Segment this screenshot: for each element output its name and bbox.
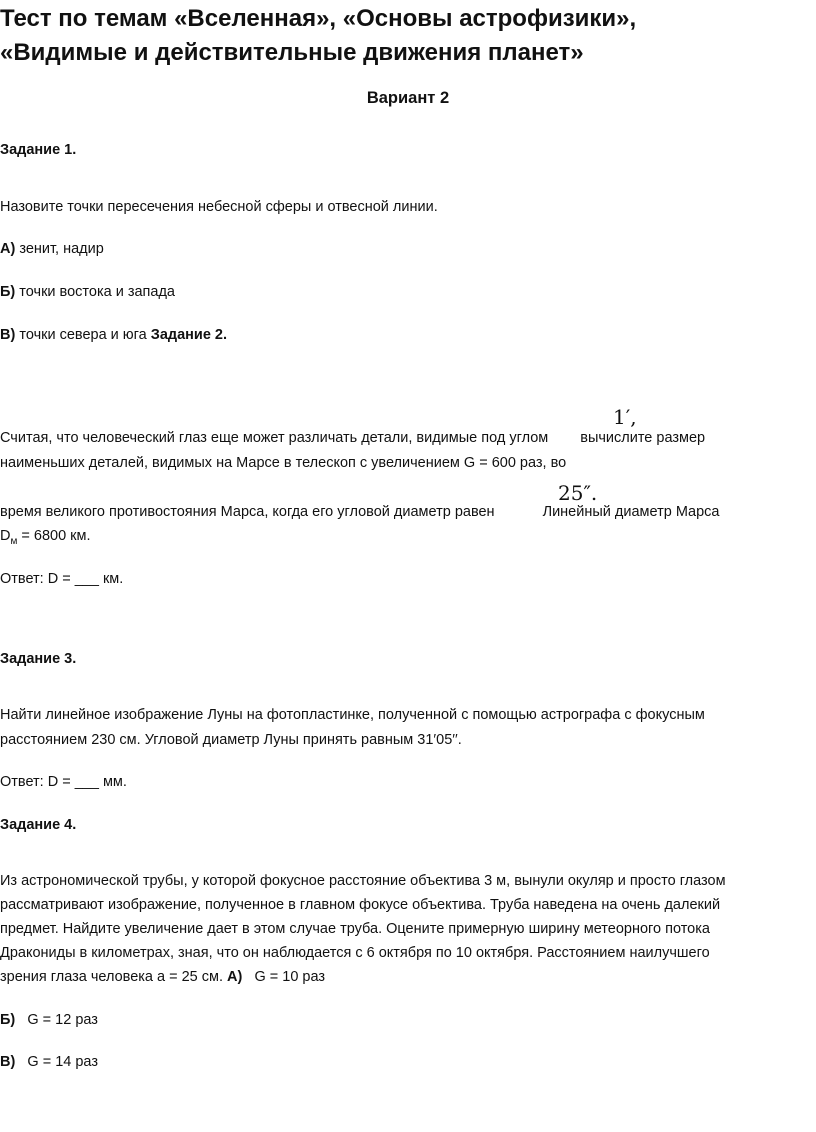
task-4-line-4: Дракониды в километрах, зная, что он наблюдается с 6 октября по 10 октября. Расстоянием наилучшего [0,945,710,961]
option-letter: В) [0,1054,16,1070]
option-text: точки востока и запада [19,284,175,300]
task-4-line-1: Из астрономической трубы, у которой фокусное расстояние объектива 3 м, вынули окуляр и просто глазом [0,873,726,889]
task-2-line-4 [0,524,91,554]
task-4-line-5-text: зрения глаза человека a = 25 см. [0,969,228,985]
option-letter: Б) [0,1012,16,1028]
task-2-line-3-start: время великого противостояния Марса, когда его угловой диаметр равен [0,504,495,520]
task-2-line-1 [0,426,705,450]
task-1-question: Назовите точки пересечения небесной сферы и отвесной линии. [0,199,438,215]
option-letter: А) [0,241,16,257]
task-3-answer: Ответ: D = ___ мм. [0,774,127,790]
variant-heading: Вариант 2 [366,89,450,107]
task-1-option-c [0,323,227,347]
option-letter: В) [0,327,16,343]
option-text: G = 14 раз [27,1054,98,1070]
task-1-option-a [0,237,104,261]
task-2-line-1-start: Считая, что человеческий глаз еще может различать детали, видимые под углом [0,430,549,446]
task-4-option-c [0,1050,98,1074]
task-2-answer: Ответ: D = ___ км. [0,571,124,587]
task-4-option-b [0,1008,98,1032]
option-text: G = 12 раз [27,1012,98,1028]
option-letter: А) [227,969,243,985]
task-4-line-2: рассматривают изображение, полученное в главном фокусе объектива. Труба наведена на очень далекий [0,897,721,913]
task-4-line-3: предмет. Найдите увеличение дает в этом случае труба. Оцените примерную ширину метеорного потока [0,921,710,937]
angle-one-arcminute: 1′, [613,405,637,429]
mars-diameter-symbol: D [0,528,11,544]
task-1-heading: Задание 1. [0,142,77,158]
mars-diameter-value: = 6800 км. [17,528,91,544]
task-3-heading: Задание 3. [0,651,77,667]
task-2-heading: Задание 2. [150,327,228,343]
option-text: точки севера и юга [19,327,147,343]
task-2-line-3 [0,500,720,524]
option-text: зенит, надир [19,241,104,257]
option-letter: Б) [0,284,16,300]
task-4-heading: Задание 4. [0,817,77,833]
option-text: G = 10 раз [254,969,326,985]
task-3-line-1: Найти линейное изображение Луны на фотопластинке, полученной с помощью астрографа с фокусным [0,707,705,723]
task-3-line-2: расстоянием 230 см. Угловой диаметр Луны принять равным 31′05′′. [0,732,462,748]
task-2-line-2: наименьших деталей, видимых на Марсе в телескоп с увеличением G = 600 раз, во [0,455,567,471]
angle-25-arcseconds: 25″. [558,481,598,505]
page-title-line-2: «Видимые и действительные движения планет» [0,39,584,66]
task-2-line-3-end: Линейный диаметр Марса [542,504,720,520]
mars-subscript: м [10,535,18,547]
task-4-line-5 [0,965,325,989]
task-1-option-b [0,280,175,304]
page-title-line-1: Тест по темам «Вселенная», «Основы астрофизики», [0,5,637,32]
task-2-line-1-end: вычислите размер [580,430,706,446]
